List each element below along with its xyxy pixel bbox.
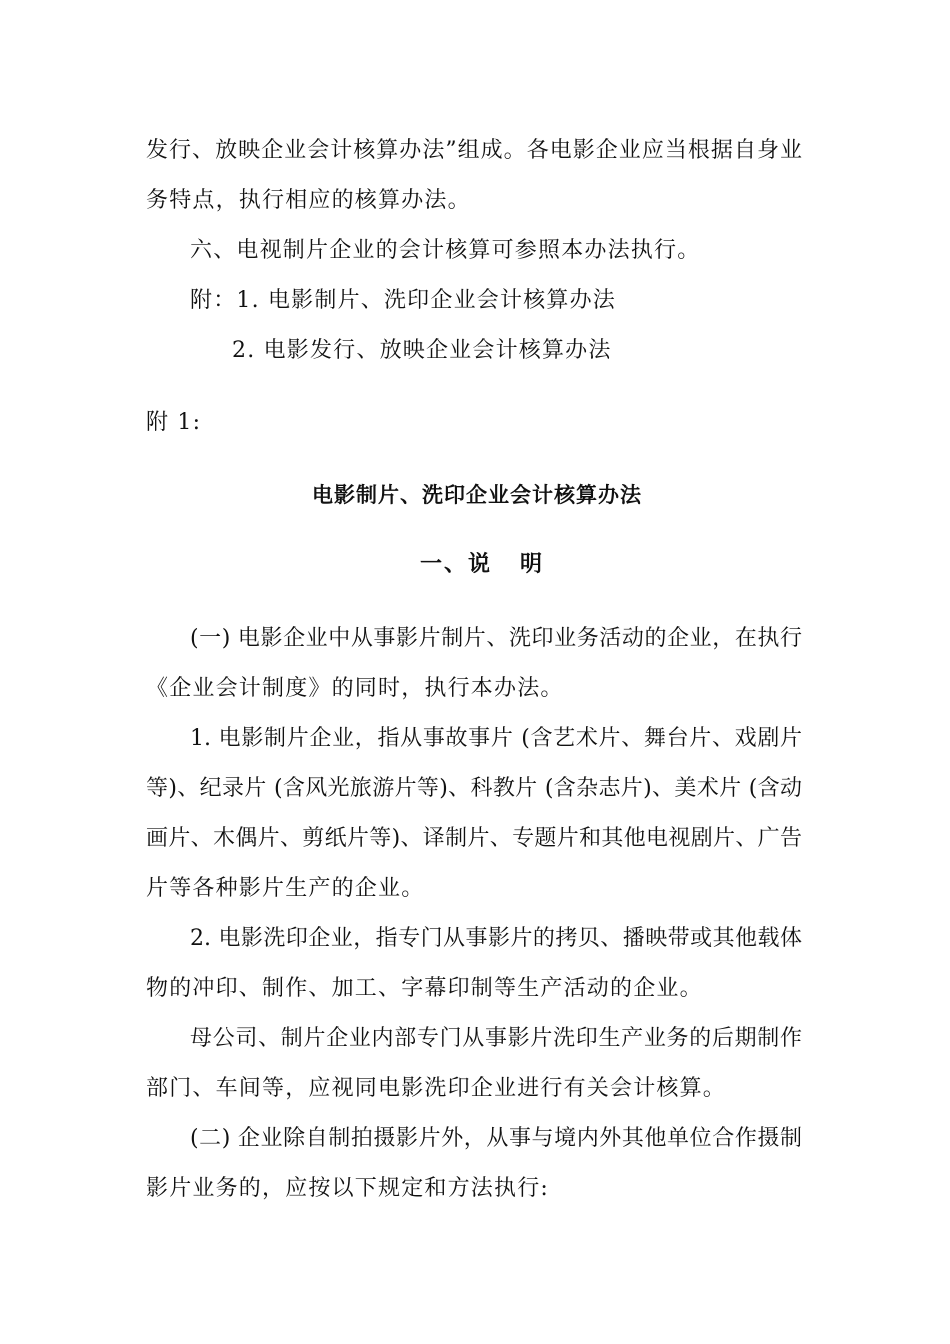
paragraph-line: 《企业会计制度》的同时，执行本办法。 [146,676,564,701]
paragraph-line: (一) 电影企业中从事影片制片、洗印业务活动的企业，在执行 [190,626,802,651]
paragraph-line: (二) 企业除自制拍摄影片外，从事与境内外其他单位合作摄制 [190,1126,802,1151]
paragraph-line: 片等各种影片生产的企业。 [146,876,425,901]
attachment-item: 2. 电影发行、放映企业会计核算办法 [232,338,612,363]
section-heading-part: 明 [520,552,545,577]
section-heading-part: 一、说 [420,552,493,577]
attachment-item: 附：1. 电影制片、洗印企业会计核算办法 [190,288,616,313]
paragraph-line: 等)、纪录片 (含风光旅游片等)、科教片 (含杂志片)、美术片 (含动 [146,776,802,801]
paragraph-line: 母公司、制片企业内部专门从事影片洗印生产业务的后期制作 [190,1026,802,1051]
attachment-label: 附 1: [146,410,202,435]
paragraph-line: 2. 电影洗印企业，指专门从事影片的拷贝、播映带或其他载体 [190,926,802,951]
paragraph-line: 物的冲印、制作、加工、字幕印制等生产活动的企业。 [146,976,703,1001]
paragraph-line: 1. 电影制片企业，指从事故事片 (含艺术片、舞台片、戏剧片 [190,726,802,751]
document-title: 电影制片、洗印企业会计核算办法 [312,483,642,507]
section-heading [420,550,544,580]
paragraph-line: 影片业务的，应按以下规定和方法执行: [146,1176,550,1201]
paragraph-line: 部门、车间等，应视同电影洗印企业进行有关会计核算。 [146,1076,727,1101]
paragraph-line: 发行、放映企业会计核算办法”组成。各电影企业应当根据自身业 [146,138,802,163]
paragraph-line: 六、电视制片企业的会计核算可参照本办法执行。 [190,238,701,263]
paragraph-line: 务特点，执行相应的核算办法。 [146,188,471,213]
paragraph-line: 画片、木偶片、剪纸片等)、译制片、专题片和其他电视剧片、广告 [146,826,802,851]
